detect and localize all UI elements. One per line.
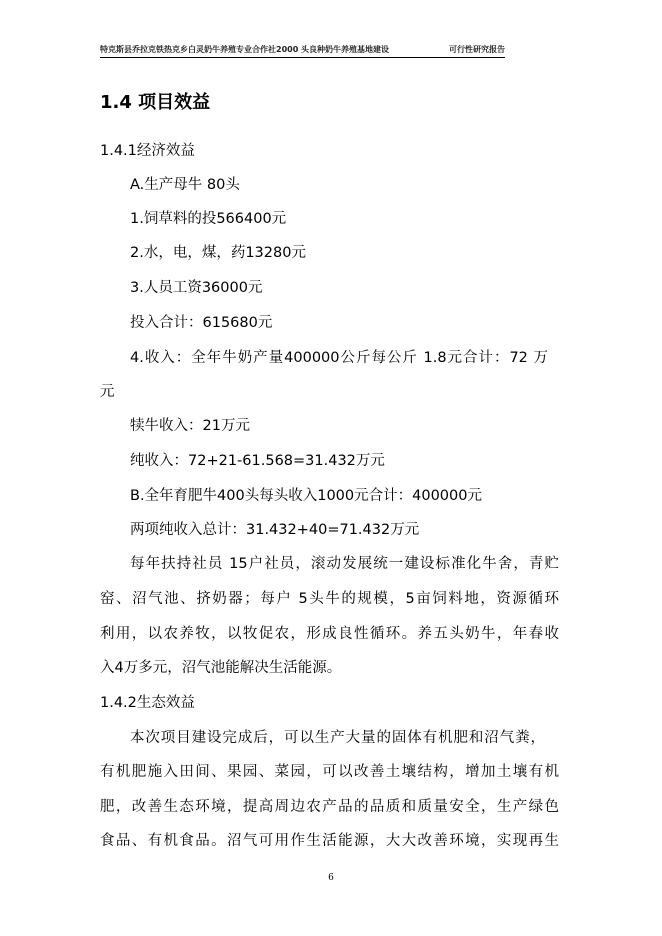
paragraph-ecology-line1: 本次项目建设完成后，可以生产大量的固体有机肥和沼气粪， xyxy=(130,730,545,746)
paragraph-support-line3: 利用，以农养牧，以牧促农，形成良性循环。养五头奶牛，年春收 xyxy=(100,626,559,642)
paragraph-ecology-line4: 食品、有机食品。沼气可用作生活能源，大大改善环境，实现再生 xyxy=(100,833,559,849)
item-fattening-cattle: B.全年育肥牛400头每头收入1000元合计：400000元 xyxy=(130,488,482,504)
paragraph-ecology-line3: 肥，改善生态环境，提高周边农产品的品质和质量安全，生产绿色 xyxy=(100,799,559,815)
page-number: 6 xyxy=(328,873,334,883)
paragraph-support-line2: 窑、沼气池、挤奶器；每户 5头牛的规模，5亩饲料地，资源循环 xyxy=(100,591,559,607)
subsection-heading-ecological: 1.4.2生态效益 xyxy=(100,695,195,711)
item-production-cows: A.生产母牛 80头 xyxy=(130,177,240,193)
paragraph-ecology-line2: 有机肥施入田间、果园、菜园，可以改善土壤结构，增加土壤有机 xyxy=(100,764,559,780)
header-document-title: 特克斯县乔拉克铁热克乡白灵奶牛养殖专业合作社2000 头良种奶牛养殖基地建设 xyxy=(100,45,390,54)
header-report-type: 可行性研究报告 xyxy=(449,45,505,54)
item-utilities-cost: 2.水，电，煤，药13280元 xyxy=(130,245,306,261)
paragraph-support-line4: 入4万多元，沼气池能解决生活能源。 xyxy=(100,660,342,676)
item-income-line1: 4.收入：全年牛奶产量400000公斤每公斤 1.8元合计：72 万 xyxy=(130,350,548,366)
subsection-heading-economic: 1.4.1经济效益 xyxy=(100,143,195,159)
item-two-net-total: 两项纯收入总计：31.432+40=71.432万元 xyxy=(130,522,420,538)
item-income-line2: 元 xyxy=(100,384,115,400)
header-divider xyxy=(100,57,505,58)
item-calf-income: 犊牛收入：21万元 xyxy=(130,418,250,434)
item-total-input: 投入合计：615680元 xyxy=(130,315,273,331)
paragraph-support-line1: 每年扶持社员 15户社员，滚动发展统一建设标准化牛舍，青贮 xyxy=(130,556,559,572)
item-wages-cost: 3.人员工资36000元 xyxy=(130,280,263,296)
item-net-income: 纯收入：72+21-61.568=31.432万元 xyxy=(130,453,385,469)
section-title: 1.4 项目效益 xyxy=(100,92,211,113)
item-feed-cost: 1.饲草料的投566400元 xyxy=(130,211,287,227)
